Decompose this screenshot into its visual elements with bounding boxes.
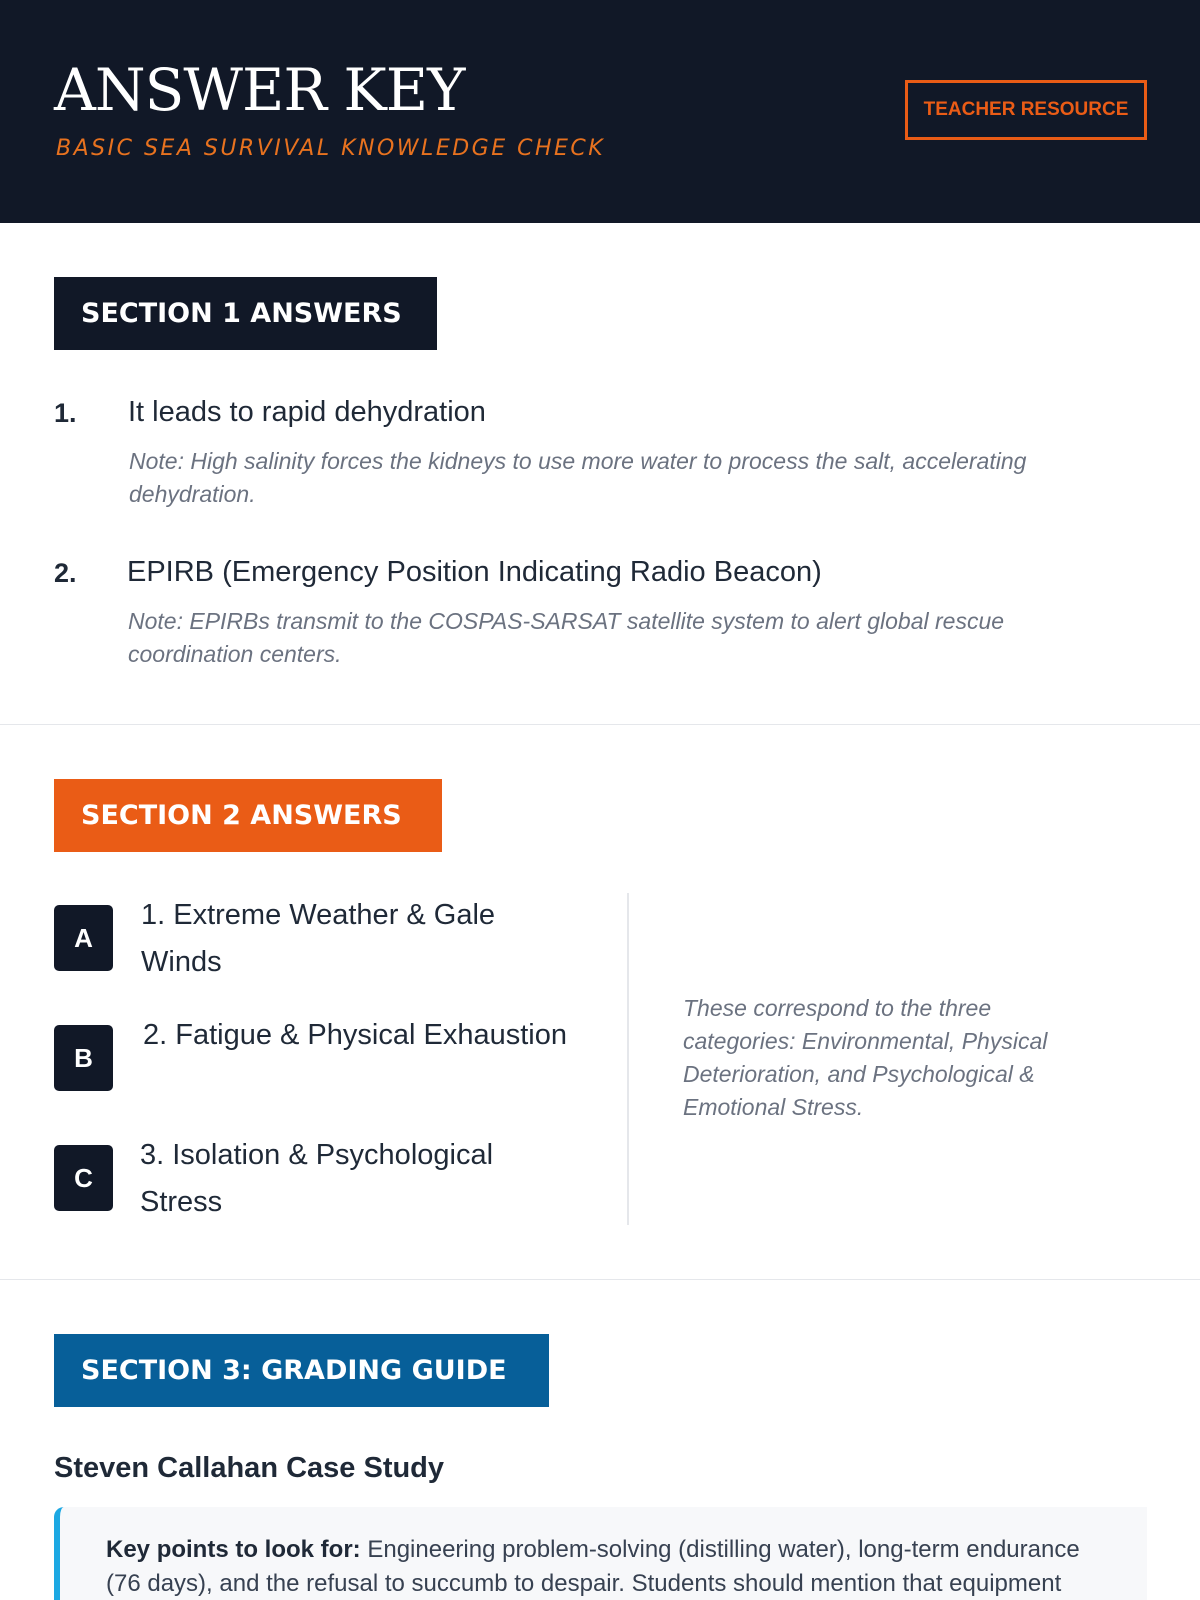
page-title: ANSWER KEY [54, 56, 465, 124]
key-points-text: Engineering problem-solving (distilling water), long-term endurance (76 days), and the refusal to succumb to despair. Students should mention that equipment [106, 1536, 1080, 1597]
section-divider [0, 1279, 1200, 1280]
grading-guide-text [106, 1533, 1116, 1600]
key-points-label: Key points to look for: [106, 1536, 361, 1563]
page-subtitle: BASIC SEA SURVIVAL KNOWLEDGE CHECK [56, 136, 606, 161]
question-2-number: 2. [54, 558, 77, 588]
question-2-answer: EPIRB (Emergency Position Indicating Radio Beacon) [127, 556, 822, 588]
letter-badge-c: C [54, 1145, 113, 1211]
letter-badge-b: B [54, 1025, 113, 1091]
section-3-label: SECTION 3: GRADING GUIDE [54, 1334, 549, 1407]
question-1-answer: It leads to rapid dehydration [128, 396, 486, 428]
category-answer-a: 1. Extreme Weather & Gale Winds [141, 899, 496, 978]
question-2-note: Note: EPIRBs transmit to the COSPAS-SARSAT satellite system to alert global rescue coordination centers. [128, 608, 1005, 667]
categories-note: These correspond to the three categories: Environmental, Physical Deterioration, and Psychological & Emotional Stress. [683, 995, 1048, 1120]
question-1-note: Note: High salinity forces the kidneys to use more water to process the salt, accelerating dehydration. [129, 448, 1027, 507]
section-divider [0, 724, 1200, 725]
header-banner [0, 0, 1200, 223]
letter-badge-a: A [54, 905, 113, 971]
category-answer-c: 3. Isolation & Psychological Stress [140, 1139, 494, 1218]
question-1-number: 1. [54, 398, 77, 428]
case-study-title: Steven Callahan Case Study [54, 1452, 445, 1484]
column-divider [627, 893, 629, 1225]
category-answer-b: 2. Fatigue & Physical Exhaustion [143, 1019, 567, 1051]
grading-guide-box [54, 1507, 1147, 1600]
section-2-label: SECTION 2 ANSWERS [54, 779, 442, 852]
teacher-resource-badge: TEACHER RESOURCE [905, 80, 1147, 140]
section-1-label: SECTION 1 ANSWERS [54, 277, 437, 350]
